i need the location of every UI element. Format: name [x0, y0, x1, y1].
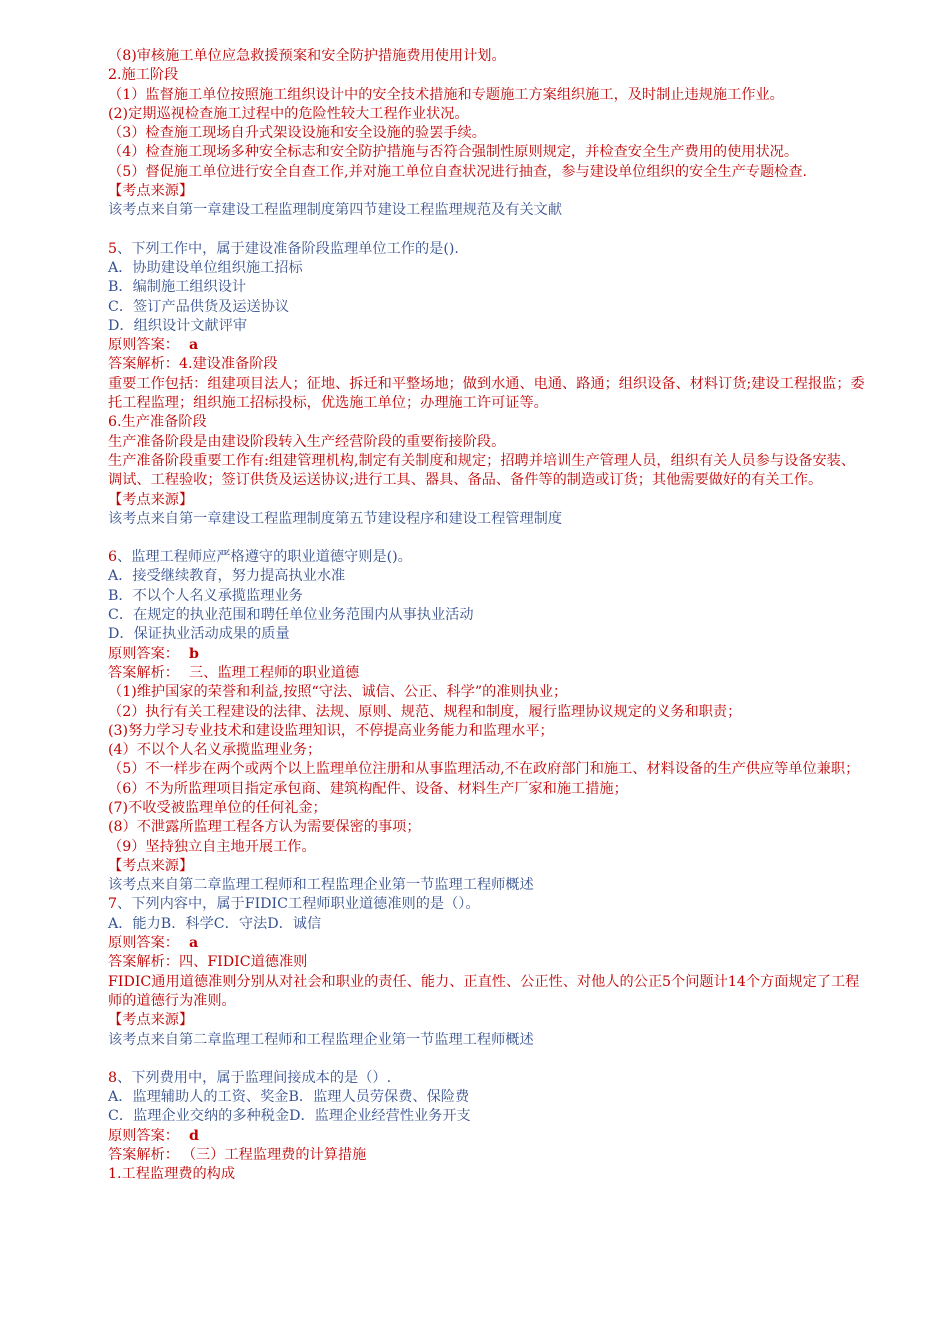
- answer-value: d: [188, 1127, 199, 1144]
- source-label: 【考点来源】: [108, 857, 194, 874]
- option-d: D．保证执业活动成果的质量: [108, 626, 290, 643]
- question-number: 8: [108, 1069, 118, 1086]
- options-line: C．监理企业交纳的多种税金D．监理企业经营性业务开支: [108, 1108, 471, 1125]
- analysis-text: (4）不以个人名义承揽监理业务；: [108, 742, 322, 759]
- analysis-text: 6.生产准备阶段: [108, 414, 207, 431]
- answer-value: a: [188, 337, 199, 354]
- analysis-text: （5）不一样步在两个或两个以上监理单位注册和从事监理活动,不在政府部门和施工、材料设备的生产供应等单位兼职；: [108, 761, 860, 778]
- question-number: 6: [108, 549, 118, 566]
- answer-line: [108, 336, 868, 355]
- analysis-text: 生产准备阶段重要工作有:组建管理机构,制定有关制度和规定；招聘并培训生产管理人员，组织有关人员参与设备安装、调试、工程验收；签订供货及运送协议;进行工具、器具、备品、备件等的制造或订货；其他需要做好的有关工作。: [108, 452, 856, 489]
- intro-item: (2)定期巡视检查施工过程中的危险性较大工程作业状况。: [108, 105, 469, 122]
- analysis-text: FIDIC通用道德准则分别从对社会和职业的责任、能力、正直性、公正性、对他人的公正5个问题计14个方面规定了工程师的道德行为准则。: [108, 973, 860, 1009]
- question-7-stem: [108, 895, 868, 914]
- analysis-line: [108, 953, 868, 972]
- option-a: A．协助建设单位组织施工招标: [108, 259, 303, 276]
- option-b: B．编制施工组织设计: [108, 279, 247, 296]
- analysis-text: 1.工程监理费的构成: [108, 1166, 236, 1183]
- option-b: B．不以个人名义承揽监理业务: [108, 587, 303, 604]
- analysis-head: 三、监理工程师的职业道德: [188, 664, 360, 681]
- stage-title: 2.施工阶段: [108, 67, 179, 84]
- question-6-stem: [108, 548, 868, 567]
- answer-line: [108, 1127, 868, 1146]
- source-label: 【考点来源】: [108, 491, 194, 508]
- intro-item: （5）督促施工单位进行安全自查工作,并对施工单位自查状况进行抽查，参与建设单位组织的安全生产专题检查.: [108, 163, 808, 180]
- answer-value: a: [188, 935, 199, 952]
- question-number: 7: [108, 896, 118, 913]
- analysis-label: 答案解析：: [108, 664, 179, 681]
- answer-value: b: [188, 645, 199, 662]
- question-5-stem: [108, 240, 868, 259]
- analysis-text: （9）坚持独立自主地开展工作。: [108, 838, 316, 855]
- analysis-text: (7)不收受被监理单位的任何礼金；: [108, 799, 327, 816]
- source-label: 【考点来源】: [108, 1012, 194, 1029]
- intro-item: （3）检查施工现场自升式架设设施和安全设施的验罢手续。: [108, 125, 486, 142]
- analysis-head: 4.建设准备阶段: [178, 356, 278, 373]
- options-line: A．能力B．科学C．守法D．诚信: [108, 915, 322, 932]
- question-text: 、下列费用中，属于监理间接成本的是（）.: [117, 1069, 392, 1086]
- option-d: D．组织设计文献评审: [108, 317, 248, 334]
- analysis-label: 答案解析：: [108, 1147, 179, 1164]
- answer-label: 原则答案：: [108, 337, 179, 354]
- analysis-text: 生产准备阶段是由建设阶段转入生产经营阶段的重要衔接阶段。: [108, 433, 506, 450]
- question-text: 、下列内容中，属于FIDIC工程师职业道德准则的是（）。: [117, 896, 480, 913]
- question-text: 、下列工作中，属于建设准备阶段监理单位工作的是().: [117, 240, 459, 257]
- answer-label: 原则答案：: [108, 1127, 179, 1144]
- analysis-label: 答案解析：: [108, 356, 179, 373]
- option-c: C．在规定的执业范围和聘任单位业务范围内从事执业活动: [108, 607, 474, 624]
- intro-item: （1）监督施工单位按照施工组织设计中的安全技术措施和专题施工方案组织施工，及时制止违规施工作业。: [108, 86, 784, 103]
- answer-label: 原则答案：: [108, 645, 179, 662]
- analysis-head: 四、FIDIC道德准则: [178, 954, 308, 971]
- source-text: 该考点来自第一章建设工程监理制度第五节建设程序和建设工程管理制度: [108, 510, 563, 527]
- option-c: C．签订产品供货及运送协议: [108, 298, 290, 315]
- question-8-stem: [108, 1069, 868, 1088]
- option-a: A．接受继续教育，努力提高执业水准: [108, 568, 346, 585]
- source-text: 该考点来自第二章监理工程师和工程监理企业第一节监理工程师概述: [108, 877, 534, 894]
- answer-line: [108, 645, 868, 664]
- analysis-text: (3)努力学习专业技术和建设监理知识，不停提高业务能力和监理水平；: [108, 722, 554, 739]
- analysis-text: （1)维护国家的荣誉和利益,按照“守法、诚信、公正、科学”的准则执业；: [108, 684, 568, 701]
- question-text: 、监理工程师应严格遵守的职业道德守则是()。: [117, 549, 412, 566]
- analysis-label: 答案解析：: [108, 954, 179, 971]
- intro-item-8: （8)审核施工单位应急救援预案和安全防护措施费用使用计划。: [108, 48, 506, 64]
- analysis-line: [108, 1146, 868, 1165]
- analysis-line: [108, 355, 868, 374]
- analysis-text: （6）不为所监理项目指定承包商、建筑构配件、设备、材料生产厂家和施工措施；: [108, 780, 628, 797]
- analysis-line: [108, 664, 868, 683]
- question-number: 5: [108, 240, 118, 257]
- document-page: [108, 47, 868, 1185]
- spacer: [108, 1050, 868, 1069]
- answer-line: [108, 934, 868, 953]
- spacer: [108, 221, 868, 240]
- analysis-text: (8）不泄露所监理工程各方认为需要保密的事项；: [108, 819, 421, 836]
- options-line: A．监理辅助人的工资、奖金B．监理人员劳保费、保险费: [108, 1089, 470, 1106]
- analysis-text: 重要工作包括：组建项目法人；征地、拆迁和平整场地；做到水通、电通、路通；组织设备、材料订货;建设工程报监；委托工程监理；组织施工招标投标，优选施工单位；办理施工许可证等。: [108, 375, 865, 412]
- source-text: 该考点来自第一章建设工程监理制度第四节建设工程监理规范及有关文献: [108, 202, 563, 219]
- source-text: 该考点来自第二章监理工程师和工程监理企业第一节监理工程师概述: [108, 1031, 534, 1048]
- analysis-text: （2）执行有关工程建设的法律、法规、原则、规范、规程和制度，履行监理协议规定的义务和职责；: [108, 703, 742, 720]
- intro-item: （4）检查施工现场多种安全标志和安全防护措施与否符合强制性原则规定，并检查安全生产费用的使用状况。: [108, 144, 799, 161]
- spacer: [108, 529, 868, 548]
- analysis-head: （三）工程监理费的计算措施: [188, 1147, 367, 1164]
- source-label: 【考点来源】: [108, 183, 194, 200]
- answer-label: 原则答案：: [108, 935, 179, 952]
